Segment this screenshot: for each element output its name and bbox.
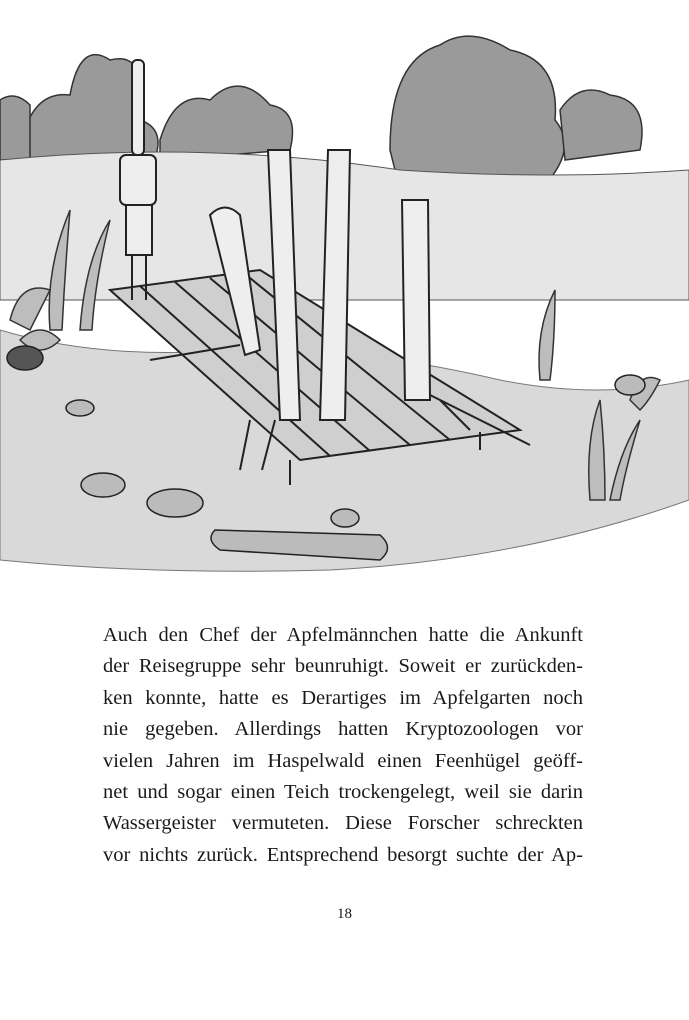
paragraph-line: der Reisegruppe sehr beunruhigt. Soweit er zurückden- — [103, 655, 583, 678]
body-paragraph — [103, 620, 583, 871]
paragraph-line: vor nichts zurück. Entsprechend besorgt suchte der Ap- — [103, 843, 583, 866]
page-number: 18 — [337, 906, 352, 922]
paragraph-line: ken konnte, hatte es Derartiges im Apfelgarten noch — [103, 686, 583, 709]
paragraph-line: Auch den Chef der Apfelmännchen hatte die Ankunft — [103, 624, 583, 646]
paragraph-line: vielen Jahren im Haspelwald einen Feenhügel geöff- — [103, 749, 583, 772]
paragraph-line: net und sogar einen Teich trockengelegt, weil sie darin — [103, 780, 583, 803]
paragraph-line: nie gegeben. Allerdings hatten Kryptozoologen vor — [103, 718, 583, 741]
paragraph-line: Wassergeister vermuteten. Diese Forscher schreckten — [103, 812, 583, 835]
